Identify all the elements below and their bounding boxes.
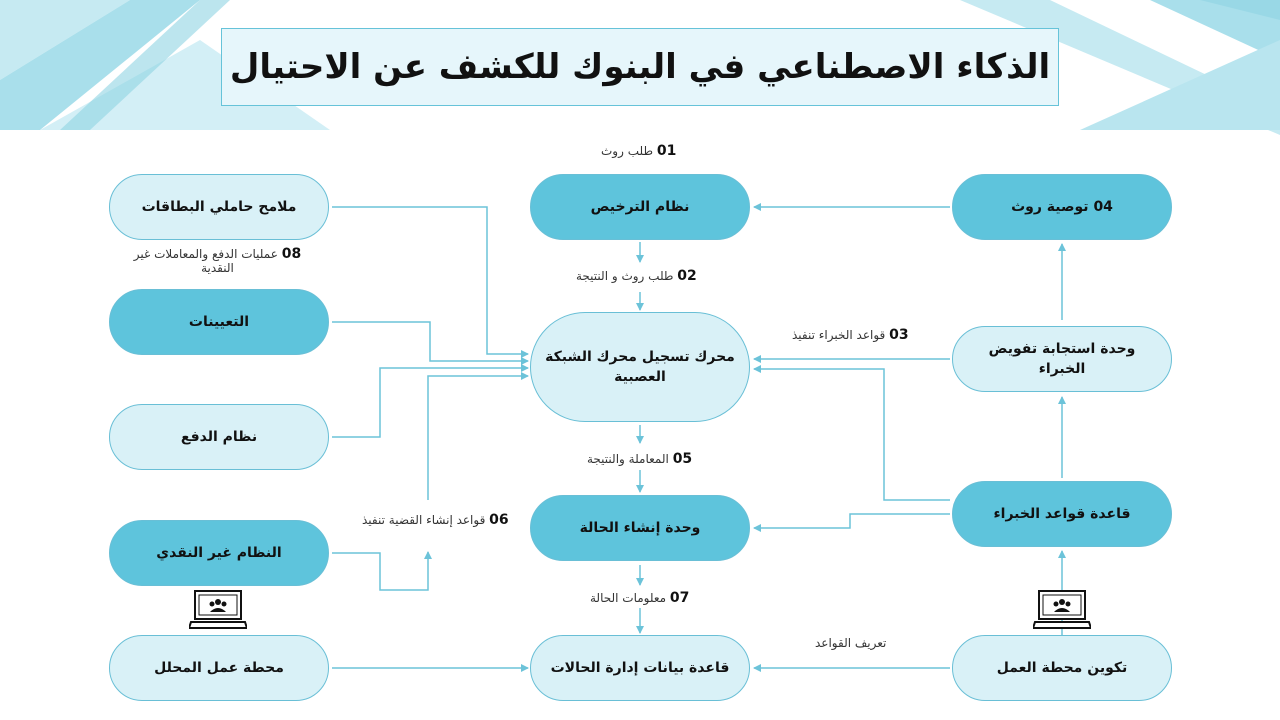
laptop-icon: [189, 590, 247, 630]
case-db-node: قاعدة بيانات إدارة الحالات: [530, 635, 750, 701]
nn-engine-node: محرك تسجيل محرك الشبكة العصبية: [530, 312, 750, 422]
step-label-03: 03 قواعد الخبراء تنفيذ: [792, 327, 909, 343]
step-label-01: 01 طلب روث: [601, 143, 677, 159]
expert-rules-node: قاعدة قواعد الخبراء: [952, 481, 1172, 547]
noncash-system-node: النظام غير النقدي: [109, 520, 329, 586]
rules-definition-label: تعريف القواعد: [815, 636, 887, 650]
laptop-icon: [1033, 590, 1091, 630]
cardholder-node: ملامح حاملي البطاقات: [109, 174, 329, 240]
step-label-08: 08 عمليات الدفع والمعاملات غير النقدية: [133, 246, 302, 276]
workstation-config-node: تكوين محطة العمل: [952, 635, 1172, 701]
step-label-06: 06 قواعد إنشاء القضية تنفيذ: [362, 512, 509, 528]
recommendation-node: 04 توصية روث: [952, 174, 1172, 240]
payment-system-node: نظام الدفع: [109, 404, 329, 470]
expert-response-node: وحدة استجابة تفويض الخبراء: [952, 326, 1172, 392]
step-label-07: 07 معلومات الحالة: [590, 590, 690, 606]
step-label-02: 02 طلب روث و النتيجة: [576, 268, 697, 284]
local-workstation-node: محطة عمل المحلل: [109, 635, 329, 701]
step-label-05: 05 المعاملة والنتيجة: [587, 451, 693, 467]
case-creation-node: وحدة إنشاء الحالة: [530, 495, 750, 561]
page-title: الذكاء الاصطناعي في البنوك للكشف عن الاحتيال: [229, 47, 1051, 87]
assignments-node: التعيينات: [109, 289, 329, 355]
auth-system-node: نظام الترخيص: [530, 174, 750, 240]
